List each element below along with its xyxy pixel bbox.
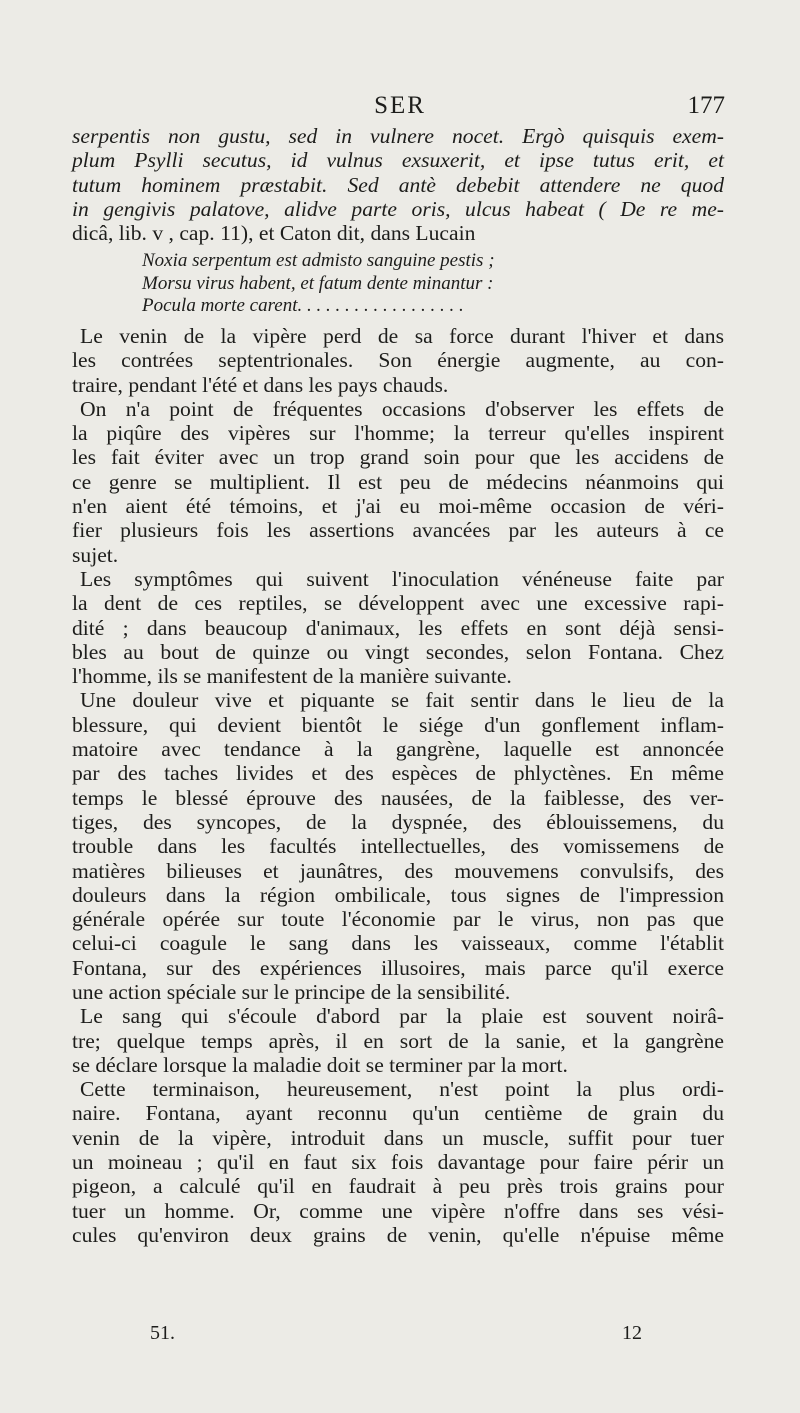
text-line: sujet. — [72, 542, 119, 567]
text-line: tuer un homme. Or, comme une vipère n'offre dans ses vési- — [72, 1198, 724, 1223]
text-line: la piqûre des vipères sur l'homme; la terreur qu'elles inspirent — [72, 421, 724, 446]
text-line: Une douleur vive et piquante se fait sentir dans le lieu de la — [80, 688, 724, 713]
text-line: plum Psylli secutus, id vulnus exsuxerit, et ipse tutus erit, et — [72, 148, 724, 173]
text-line: serpentis non gustu, sed in vulnere nocet. Ergò quisquis exem- — [72, 124, 724, 148]
text-line: Cette terminaison, heureusement, n'est point la plus ordi- — [80, 1077, 724, 1102]
text-line: bles au bout de quinze ou vingt secondes, selon Fontana. Chez — [72, 639, 724, 664]
quote-line: Noxia serpentum est admisto sanguine pestis ; — [142, 250, 495, 272]
text-line: tutum hominem præstabit. Sed antè debebit attendere ne quod — [72, 172, 724, 197]
text-line: la dent de ces reptiles, se développent avec une excessive rapi- — [72, 591, 724, 616]
text-line: Les symptômes qui suivent l'inoculation vénéneuse faite par — [80, 566, 724, 591]
text-line: Le sang qui s'écoule d'abord par la plaie est souvent noirâ- — [80, 1004, 724, 1029]
text-line: naire. Fontana, ayant reconnu qu'un centième de grain du — [72, 1101, 724, 1126]
text-line: un moineau ; qu'il en faut six fois davantage pour faire périr un — [72, 1150, 724, 1175]
paragraph — [72, 1004, 724, 1077]
text-line: l'homme, ils se manifestent de la manière suivante. — [72, 664, 512, 689]
text-line: in gengivis palatove, alidve parte oris, ulcus habeat ( De re me- — [72, 196, 724, 221]
paragraph — [72, 567, 724, 688]
text-line: les contrées septentrionales. Son énergie augmente, au con- — [72, 348, 724, 373]
text-line: pigeon, a calculé qu'il en faudrait à peu près trois grains pour — [72, 1174, 724, 1199]
text-line: trouble dans les facultés intellectuelles, des vomissemens de — [72, 834, 724, 859]
signature-mark: 51. — [150, 1322, 175, 1344]
running-head: SER — [374, 92, 426, 119]
text-line: se déclare lorsque la maladie doit se terminer par la mort. — [72, 1052, 568, 1077]
text-line: celui-ci coagule le sang dans les vaisseaux, comme l'établit — [72, 931, 724, 956]
paragraph — [72, 1077, 724, 1247]
text-line: matoire avec tendance à la gangrène, laquelle est annoncée — [72, 737, 724, 762]
paragraph — [72, 688, 724, 1004]
verse-quote — [72, 250, 724, 318]
text-line: douleurs dans la région ombilicale, tous signes de l'impression — [72, 882, 724, 907]
text-line: matières bilieuses et jaunâtres, des mouvemens convulsifs, des — [72, 858, 724, 883]
text-line: tre; quelque temps après, il en sort de la sanie, et la gangrène — [72, 1028, 724, 1053]
paragraph — [72, 397, 724, 567]
text-line: n'en aient été témoins, et j'ai eu moi-même occasion de véri- — [72, 494, 724, 519]
paragraph — [72, 324, 724, 397]
text-line: traire, pendant l'été et dans les pays chauds. — [72, 372, 449, 397]
text-line: venin de la vipère, introduit dans un muscle, suffit pour tuer — [72, 1125, 724, 1150]
text-line: par des taches livides et des espèces de phlyctènes. En même — [72, 761, 724, 786]
text-line: tiges, des syncopes, de la dyspnée, des éblouissemens, du — [72, 809, 724, 834]
text-line: générale opérée sur toute l'économie par le virus, non pas que — [72, 907, 724, 932]
text-line: fier plusieurs fois les assertions avancées par les auteurs à ce — [72, 518, 724, 543]
text-line: dicâ, lib. v , cap. 11), et Caton dit, dans Lucain — [72, 221, 476, 246]
signature-number: 12 — [622, 1322, 642, 1344]
page-footer — [150, 1322, 650, 1352]
text-line: une action spéciale sur le principe de la sensibilité. — [72, 980, 511, 1004]
page-number: 177 — [687, 92, 725, 119]
page-header — [75, 92, 725, 126]
body-text — [72, 124, 724, 1247]
text-line: Fontana, sur des expériences illusoires, mais parce qu'il exerce — [72, 955, 724, 980]
quote-line: Morsu virus habent, et fatum dente minantur : — [142, 272, 494, 294]
quote-line: Pocula morte carent. . . . . . . . . . . . . . . . . . — [142, 295, 464, 317]
text-line: blessure, qui devient bientôt le siége d'un gonflement inflam- — [72, 712, 724, 737]
text-line: dité ; dans beaucoup d'animaux, les effets en sont déjà sensi- — [72, 615, 724, 640]
text-line: cules qu'environ deux grains de venin, qu'elle n'épuise même — [72, 1222, 724, 1247]
text-line: On n'a point de fréquentes occasions d'observer les effets de — [80, 396, 724, 421]
text-line: ce genre se multiplient. Il est peu de médecins néanmoins qui — [72, 469, 724, 494]
text-line: temps le blessé éprouve des nausées, de la faiblesse, des ver- — [72, 785, 724, 810]
text-line: Le venin de la vipère perd de sa force durant l'hiver et dans — [80, 323, 724, 348]
text-line: les fait éviter avec un trop grand soin pour que les accidens de — [72, 445, 724, 470]
